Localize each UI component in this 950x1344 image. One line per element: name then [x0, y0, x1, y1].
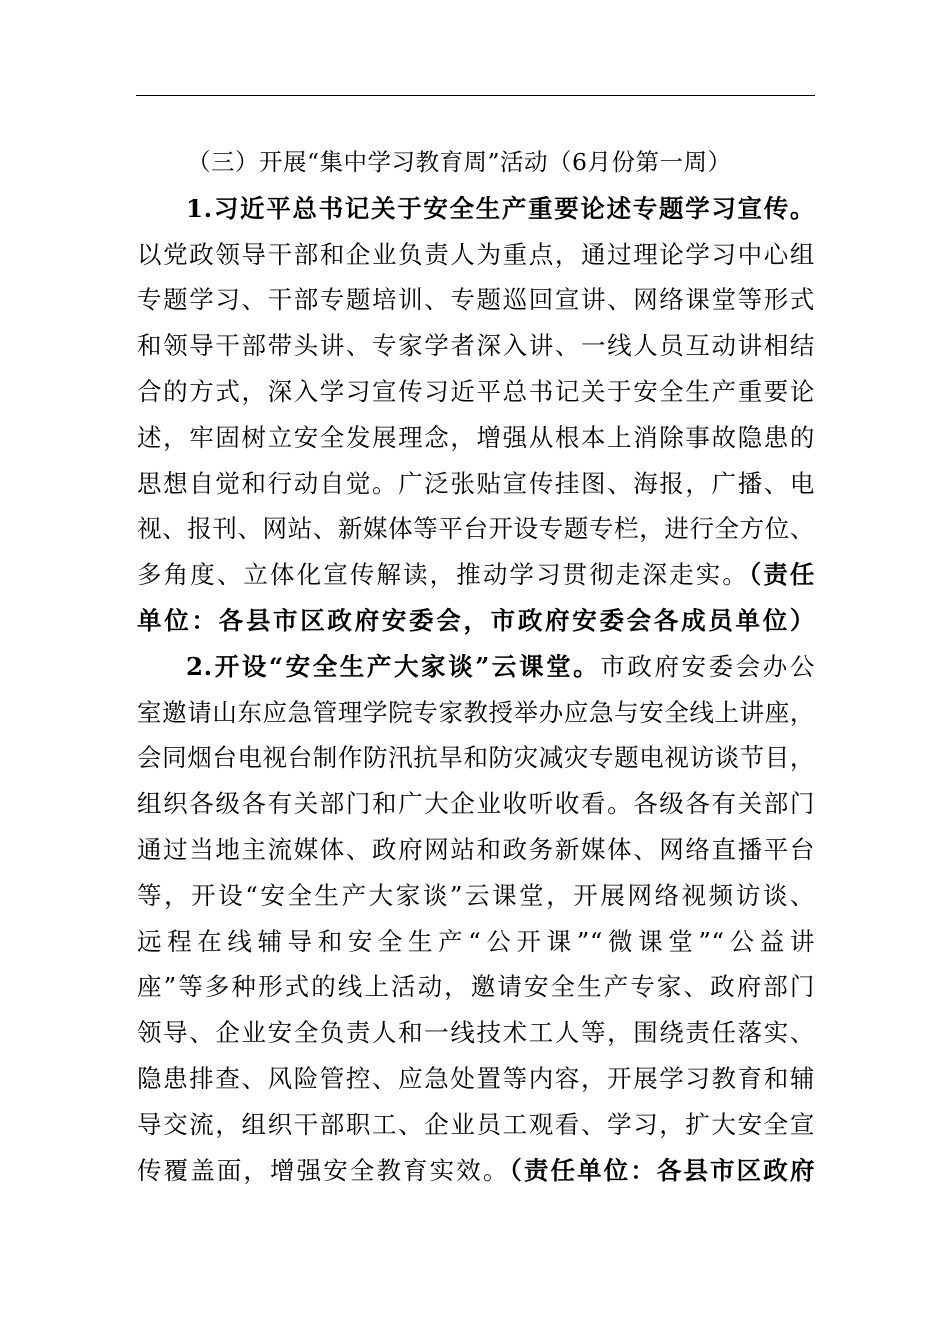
item1-title: 1.习近平总书记关于安全生产重要论述专题学习宣传。 — [186, 193, 815, 223]
item1-line-5: 述，牢固树立安全发展理念，增强从根本上消除事故隐患的 — [137, 422, 815, 452]
item2-title-rest: 市政府安委会办公 — [600, 651, 815, 681]
item1-line-1: 以党政领导干部和企业负责人为重点，通过理论学习中心组 — [137, 239, 815, 269]
item2-line-4: 通过当地主流媒体、政府网站和政务新媒体、网络直播平台 — [137, 834, 815, 864]
item1-line-3: 和领导干部带头讲、专家学者深入讲、一线人员互动讲相结 — [137, 331, 815, 361]
item2-line-5: 等，开设“安全生产大家谈”云课堂，开展网络视频访谈、 — [137, 880, 815, 910]
item1-line-4: 合的方式，深入学习宣传习近平总书记关于安全生产重要论 — [137, 376, 815, 406]
item1-line-7: 视、报刊、网站、新媒体等平台开设专题专栏，进行全方位、 — [137, 514, 815, 544]
header-rule — [136, 95, 815, 96]
item2-line-8: 领导、企业安全负责人和一线技术工人等，围绕责任落实、 — [137, 1018, 815, 1048]
item2-line-9: 隐患排查、风险管控、应急处置等内容，开展学习教育和辅 — [137, 1063, 815, 1093]
item1-responsibility-start: （责任 — [748, 560, 815, 590]
item2-line-2: 会同烟台电视台制作防汛抗旱和防灾减灾专题电视访谈节目， — [137, 743, 815, 773]
item2-title: 2.开设“安全生产大家谈”云课堂。 — [186, 651, 601, 681]
item2-line-11-text: 传覆盖面，增强安全教育实效。 — [137, 1155, 510, 1185]
item1-line-8 — [137, 552, 815, 598]
item2-line-1: 室邀请山东应急管理学院专家教授举办应急与安全线上讲座， — [137, 697, 815, 727]
item2-line-10: 导交流，组织干部职工、企业员工观看、学习，扩大安全宣 — [137, 1109, 815, 1139]
item2-line-7: 座”等多种形式的线上活动，邀请安全生产专家、政府部门 — [137, 972, 815, 1002]
item2-title-line — [137, 644, 815, 690]
item1-line-6: 思想自觉和行动自觉。广泛张贴宣传挂图、海报，广播、电 — [137, 468, 815, 498]
document-body — [137, 140, 815, 1193]
item2-line-3: 组织各级各有关部门和广大企业收听收看。各级各有关部门 — [137, 789, 815, 819]
item1-line-2: 专题学习、干部专题培训、专题巡回宣讲、网络课堂等形式 — [137, 285, 815, 315]
item2-responsibility-start: （责任单位：各县市区政府 — [509, 1155, 815, 1185]
item2-line-11 — [137, 1148, 815, 1194]
section-heading: （三）开展“集中学习教育周”活动（6月份第一周） — [187, 148, 732, 176]
item2-line-6: 远程在线辅导和安全生产“公开课”“微课堂”“公益讲 — [137, 926, 815, 956]
item1-responsibility: 单位：各县市区政府安委会，市政府安委会各成员单位） — [137, 605, 815, 635]
item1-line-8-text: 多角度、立体化宣传解读，推动学习贯彻走深走实。 — [137, 560, 749, 590]
